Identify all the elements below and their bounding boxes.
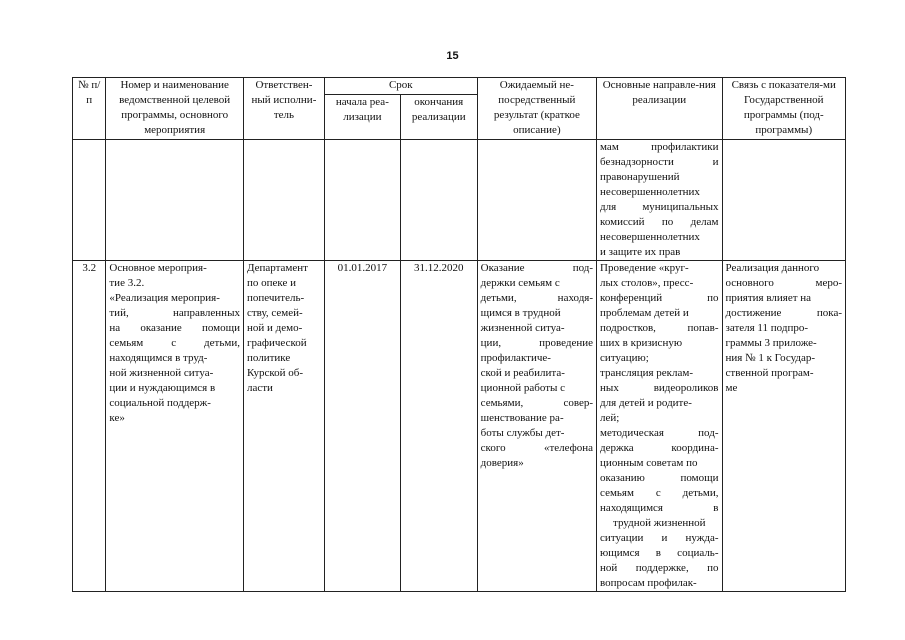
header-end: окончания реализации	[400, 95, 477, 140]
table-row-continued	[73, 140, 846, 261]
header-result: Ожидаемый не-посредственный результат (краткое описание)	[477, 78, 596, 140]
row-result: Оказание под- держки семьям с детьми, находя- щимся в трудной жизненной ситуа- ции, проведение профилактиче- ской и реабилита- ционной работы с семьями, совер- шенствование ра- боты службы дет- ского «телефона доверия»	[477, 261, 596, 592]
row-name: Основное мероприя- тие 3.2. «Реализация мероприя- тий, направленных на оказание помощи семьям с детьми, находящимся в труд- ной жизненной ситуа- ции и нуждающимся в социальной поддерж- ке»	[106, 261, 244, 592]
header-responsible: Ответствен-ный исполни-тель	[243, 78, 324, 140]
header-link: Связь с показателя-ми Государственной программы (под-программы)	[722, 78, 846, 140]
continued-directions: мам профилактики безнадзорности и правонарушений несовершеннолетних для муниципальных комиссий по делам несовершеннолетних и защите их прав	[597, 140, 722, 261]
header-directions: Основные направле-ния реализации	[597, 78, 722, 140]
header-start: начала реа-лизации	[324, 95, 400, 140]
row-link: Реализация данного основного меро- приятия влияет на достижение пока- зателя 11 подпро- граммы 3 приложе- ния № 1 к Государ- ственной програм- ме	[722, 261, 846, 592]
header-term: Срок	[324, 78, 477, 95]
row-directions: Проведение «круг- лых столов», пресс- конференций по проблемам детей и подростков, попав- ших в кризисную ситуацию; трансляция реклам- ных видеороликов для детей и родите- лей; методическая под- держка координа- ционным советам по оказанию помощи семьям с детьми, находящимся в трудной жизненной ситуации и нужда- ющимся в социаль- ной поддержке, по вопросам профилак-	[597, 261, 722, 592]
header-name: Номер и наименование ведомственной целевой программы, основного мероприятия	[106, 78, 244, 140]
row-end-date: 31.12.2020	[400, 261, 477, 592]
row-responsible: Департамент по опеке и попечитель- ству, семей- ной и демо- графической политике Курской об- ласти	[243, 261, 324, 592]
page-number: 15	[446, 50, 459, 62]
row-number: 3.2	[73, 261, 106, 592]
program-table	[72, 77, 846, 592]
table-header-row	[73, 78, 846, 95]
row-start-date: 01.01.2017	[324, 261, 400, 592]
header-num: № п/п	[73, 78, 106, 140]
table-row-3-2	[73, 261, 846, 592]
